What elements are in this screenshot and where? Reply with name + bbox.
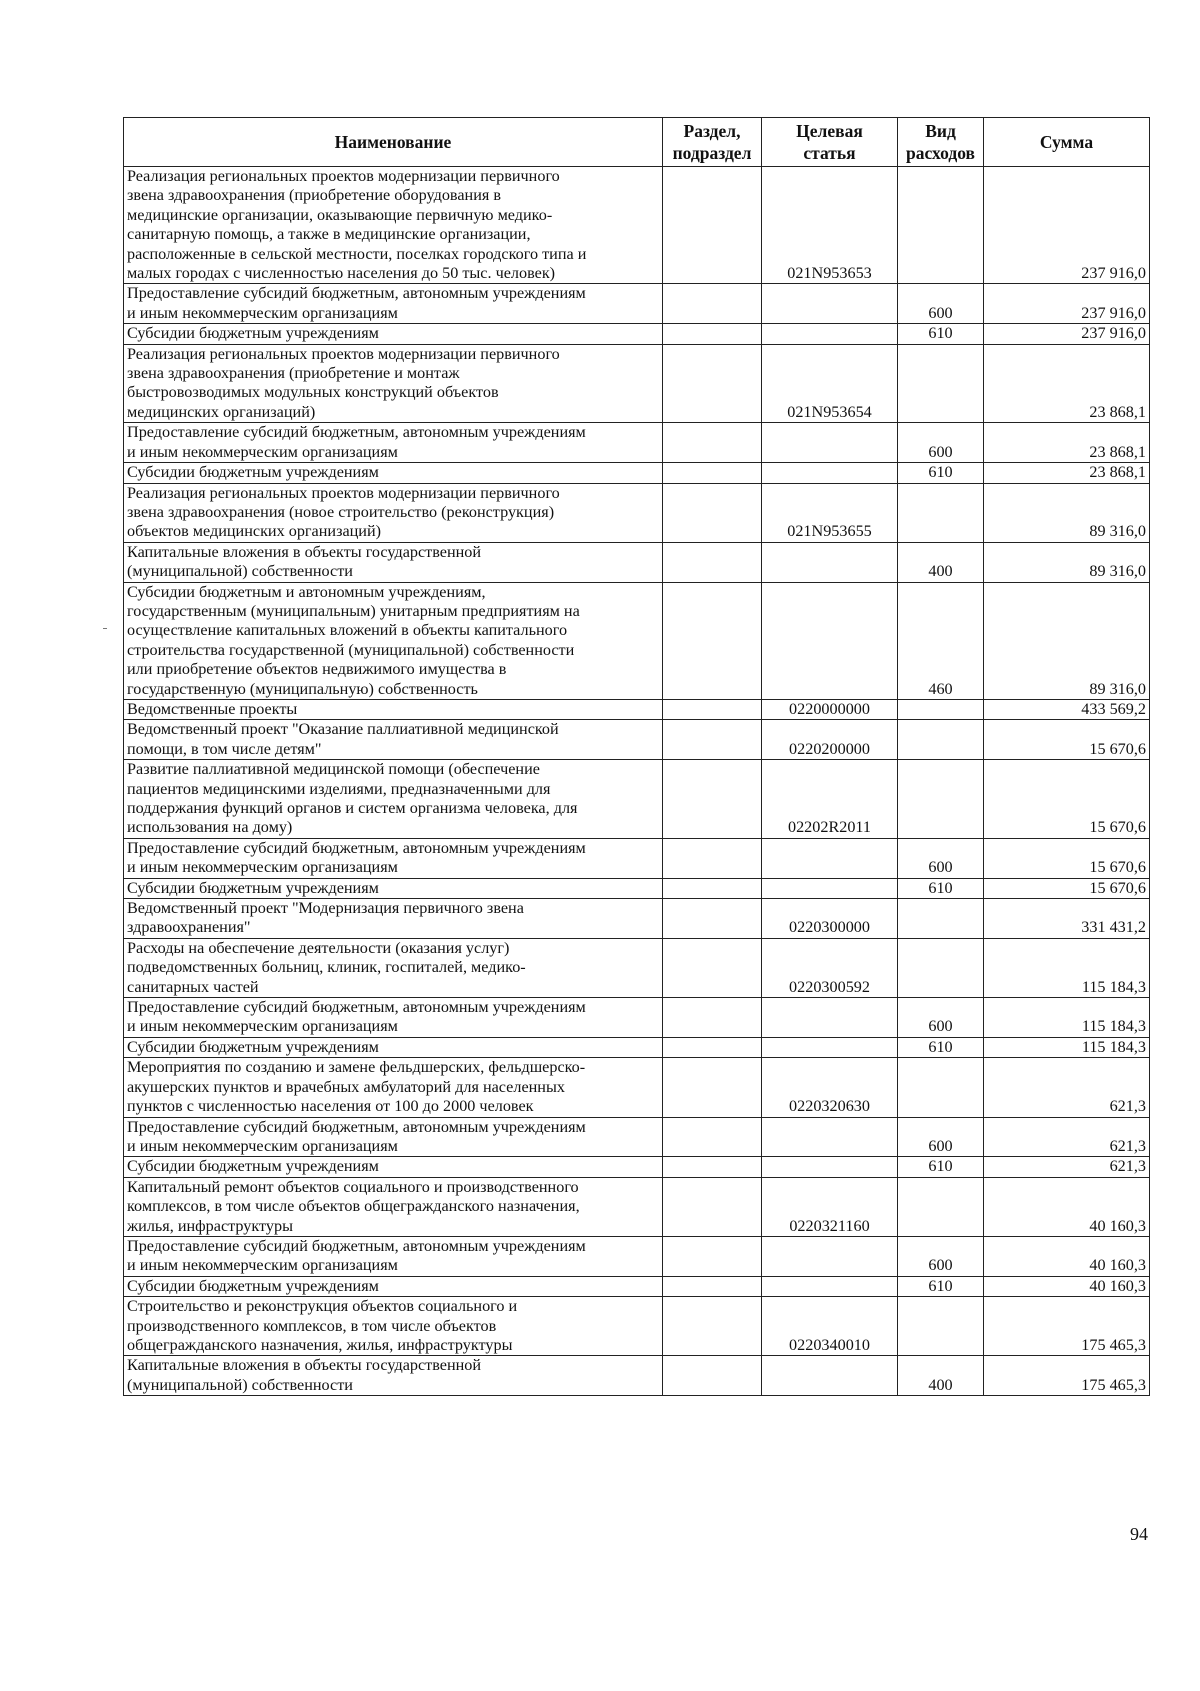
cell-name: Предоставление субсидий бюджетным, автономным учреждениям и иным некоммерческим организациям	[124, 1117, 663, 1157]
cell-name: Реализация региональных проектов модернизации первичного звена здравоохранения (приобретение оборудования в медицинские организации, оказывающие первичную медико- санитарную помощь, а также в медицинские организации, расположенные в сельской местности, поселках городского типа и малых городах с численностью населения до 50 тыс. человек)	[124, 167, 663, 284]
cell-sum: 23 868,1	[984, 423, 1150, 463]
cell-sum: 115 184,3	[984, 1037, 1150, 1057]
cell-target	[762, 1117, 898, 1157]
cell-kind	[898, 938, 984, 997]
cell-name: Предоставление субсидий бюджетным, автономным учреждениям и иным некоммерческим организациям	[124, 1236, 663, 1276]
cell-kind: 610	[898, 878, 984, 898]
cell-section	[663, 1177, 762, 1236]
table-body	[124, 167, 1150, 1396]
table-row	[124, 1356, 1150, 1396]
cell-name: Расходы на обеспечение деятельности (оказания услуг) подведомственных больниц, клиник, госпиталей, медико- санитарных частей	[124, 938, 663, 997]
cell-section	[663, 1356, 762, 1396]
cell-target: 021N953654	[762, 344, 898, 423]
cell-sum: 621,3	[984, 1058, 1150, 1117]
cell-target	[762, 1037, 898, 1057]
cell-kind: 600	[898, 1236, 984, 1276]
table-row	[124, 998, 1150, 1038]
cell-sum: 15 670,6	[984, 720, 1150, 760]
cell-name: Реализация региональных проектов модернизации первичного звена здравоохранения (приобретение и монтаж быстровозводимых модульных конструкций объектов медицинских организаций)	[124, 344, 663, 423]
cell-target: 0220300592	[762, 938, 898, 997]
cell-sum: 89 316,0	[984, 483, 1150, 542]
cell-target	[762, 463, 898, 483]
cell-sum: 237 916,0	[984, 284, 1150, 324]
table-row	[124, 423, 1150, 463]
cell-section	[663, 1037, 762, 1057]
cell-name: Субсидии бюджетным учреждениям	[124, 1037, 663, 1057]
cell-sum: 331 431,2	[984, 899, 1150, 939]
cell-section	[663, 423, 762, 463]
cell-sum: 15 670,6	[984, 838, 1150, 878]
table-row	[124, 699, 1150, 719]
table-row	[124, 720, 1150, 760]
cell-name: Реализация региональных проектов модернизации первичного звена здравоохранения (новое строительство (реконструкция) объектов медицинских организаций)	[124, 483, 663, 542]
cell-section	[663, 1297, 762, 1356]
cell-kind	[898, 899, 984, 939]
cell-sum: 40 160,3	[984, 1236, 1150, 1276]
table-row	[124, 938, 1150, 997]
budget-table	[123, 117, 1150, 1396]
cell-section	[663, 699, 762, 719]
cell-target: 0220000000	[762, 699, 898, 719]
header-target: Целевая статья	[762, 118, 898, 167]
cell-kind: 610	[898, 324, 984, 344]
cell-section	[663, 542, 762, 582]
cell-kind: 400	[898, 542, 984, 582]
table-row	[124, 1157, 1150, 1177]
cell-sum: 237 916,0	[984, 324, 1150, 344]
cell-target	[762, 423, 898, 463]
cell-name: Субсидии бюджетным и автономным учреждениям, государственным (муниципальным) унитарным предприятиям на осуществление капитальных вложений в объекты капитального строительства государственной (муниципальной) собственности или приобретение объектов недвижимого имущества в государственную (муниципальную) собственность	[124, 582, 663, 699]
table-row	[124, 760, 1150, 839]
cell-section	[663, 344, 762, 423]
cell-kind: 610	[898, 1157, 984, 1177]
cell-kind: 460	[898, 582, 984, 699]
table-row	[124, 1117, 1150, 1157]
cell-section	[663, 1058, 762, 1117]
cell-target	[762, 542, 898, 582]
table-row	[124, 284, 1150, 324]
header-row	[124, 118, 1150, 167]
header-kind: Вид расходов	[898, 118, 984, 167]
cell-section	[663, 582, 762, 699]
table-row	[124, 838, 1150, 878]
cell-kind	[898, 1177, 984, 1236]
cell-name: Субсидии бюджетным учреждениям	[124, 324, 663, 344]
cell-kind: 600	[898, 423, 984, 463]
cell-name: Субсидии бюджетным учреждениям	[124, 878, 663, 898]
table-row	[124, 344, 1150, 423]
cell-kind	[898, 760, 984, 839]
cell-sum: 115 184,3	[984, 998, 1150, 1038]
cell-sum: 15 670,6	[984, 878, 1150, 898]
cell-target	[762, 1157, 898, 1177]
scan-mark	[103, 628, 107, 629]
cell-name: Предоставление субсидий бюджетным, автономным учреждениям и иным некоммерческим организациям	[124, 998, 663, 1038]
cell-target	[762, 324, 898, 344]
cell-kind: 600	[898, 998, 984, 1038]
table-row	[124, 1276, 1150, 1296]
cell-target: 0220320630	[762, 1058, 898, 1117]
cell-name: Предоставление субсидий бюджетным, автономным учреждениям и иным некоммерческим организациям	[124, 284, 663, 324]
table-row	[124, 1177, 1150, 1236]
cell-kind: 600	[898, 284, 984, 324]
table-row	[124, 324, 1150, 344]
cell-target: 02202R2011	[762, 760, 898, 839]
cell-name: Предоставление субсидий бюджетным, автономным учреждениям и иным некоммерческим организациям	[124, 838, 663, 878]
cell-sum: 115 184,3	[984, 938, 1150, 997]
cell-target	[762, 1276, 898, 1296]
cell-name: Строительство и реконструкция объектов социального и производственного комплексов, в том числе объектов общегражданского назначения, жилья, инфраструктуры	[124, 1297, 663, 1356]
table-row	[124, 878, 1150, 898]
header-name: Наименование	[124, 118, 663, 167]
cell-kind	[898, 720, 984, 760]
header-section: Раздел, подраздел	[663, 118, 762, 167]
cell-sum: 237 916,0	[984, 167, 1150, 284]
cell-sum: 15 670,6	[984, 760, 1150, 839]
cell-kind: 600	[898, 838, 984, 878]
cell-kind	[898, 1297, 984, 1356]
cell-sum: 175 465,3	[984, 1356, 1150, 1396]
table-row	[124, 1037, 1150, 1057]
cell-section	[663, 720, 762, 760]
cell-kind	[898, 483, 984, 542]
cell-section	[663, 324, 762, 344]
cell-section	[663, 1276, 762, 1296]
cell-kind	[898, 167, 984, 284]
cell-kind: 610	[898, 1037, 984, 1057]
table-row	[124, 1236, 1150, 1276]
cell-section	[663, 463, 762, 483]
table-row	[124, 542, 1150, 582]
cell-kind	[898, 699, 984, 719]
cell-section	[663, 167, 762, 284]
cell-target	[762, 998, 898, 1038]
table-row	[124, 483, 1150, 542]
table-row	[124, 1297, 1150, 1356]
table-row	[124, 899, 1150, 939]
cell-sum: 621,3	[984, 1157, 1150, 1177]
table-row	[124, 1058, 1150, 1117]
cell-name: Капитальные вложения в объекты государственной (муниципальной) собственности	[124, 1356, 663, 1396]
cell-section	[663, 1117, 762, 1157]
cell-target: 0220340010	[762, 1297, 898, 1356]
cell-section	[663, 878, 762, 898]
cell-section	[663, 1236, 762, 1276]
cell-name: Ведомственный проект "Модернизация первичного звена здравоохранения"	[124, 899, 663, 939]
cell-name: Субсидии бюджетным учреждениям	[124, 1157, 663, 1177]
cell-sum: 433 569,2	[984, 699, 1150, 719]
cell-section	[663, 483, 762, 542]
header-sum: Сумма	[984, 118, 1150, 167]
cell-name: Ведомственный проект "Оказание паллиативной медицинской помощи, в том числе детям"	[124, 720, 663, 760]
cell-sum: 40 160,3	[984, 1276, 1150, 1296]
cell-target	[762, 284, 898, 324]
table-header	[124, 118, 1150, 167]
cell-section	[663, 838, 762, 878]
cell-name: Развитие паллиативной медицинской помощи (обеспечение пациентов медицинскими изделиями, предназначенными для поддержания функций органов и систем организма человека, для использования на дому)	[124, 760, 663, 839]
cell-target: 021N953653	[762, 167, 898, 284]
cell-kind: 600	[898, 1117, 984, 1157]
cell-section	[663, 998, 762, 1038]
table-row	[124, 167, 1150, 284]
cell-name: Ведомственные проекты	[124, 699, 663, 719]
cell-target: 0220321160	[762, 1177, 898, 1236]
cell-name: Субсидии бюджетным учреждениям	[124, 463, 663, 483]
cell-target	[762, 1236, 898, 1276]
table-row	[124, 463, 1150, 483]
cell-sum: 23 868,1	[984, 344, 1150, 423]
cell-sum: 89 316,0	[984, 582, 1150, 699]
cell-target: 021N953655	[762, 483, 898, 542]
cell-name: Предоставление субсидий бюджетным, автономным учреждениям и иным некоммерческим организациям	[124, 423, 663, 463]
cell-sum: 175 465,3	[984, 1297, 1150, 1356]
cell-kind: 610	[898, 1276, 984, 1296]
cell-target: 0220200000	[762, 720, 898, 760]
cell-target: 0220300000	[762, 899, 898, 939]
cell-name: Капитальный ремонт объектов социального и производственного комплексов, в том числе объектов общегражданского назначения, жилья, инфраструктуры	[124, 1177, 663, 1236]
cell-kind: 610	[898, 463, 984, 483]
cell-target	[762, 1356, 898, 1396]
cell-section	[663, 899, 762, 939]
cell-sum: 23 868,1	[984, 463, 1150, 483]
cell-kind	[898, 344, 984, 423]
cell-sum: 621,3	[984, 1117, 1150, 1157]
cell-section	[663, 1157, 762, 1177]
cell-kind: 400	[898, 1356, 984, 1396]
cell-kind	[898, 1058, 984, 1117]
cell-target	[762, 878, 898, 898]
page-number: 94	[1130, 1524, 1148, 1544]
cell-sum: 40 160,3	[984, 1177, 1150, 1236]
cell-sum: 89 316,0	[984, 542, 1150, 582]
table-row	[124, 582, 1150, 699]
cell-name: Капитальные вложения в объекты государственной (муниципальной) собственности	[124, 542, 663, 582]
cell-target	[762, 582, 898, 699]
cell-name: Субсидии бюджетным учреждениям	[124, 1276, 663, 1296]
cell-target	[762, 838, 898, 878]
cell-section	[663, 938, 762, 997]
cell-section	[663, 760, 762, 839]
cell-section	[663, 284, 762, 324]
cell-name: Мероприятия по созданию и замене фельдшерских, фельдшерско- акушерских пунктов и врачебных амбулаторий для населенных пунктов с численностью населения от 100 до 2000 человек	[124, 1058, 663, 1117]
